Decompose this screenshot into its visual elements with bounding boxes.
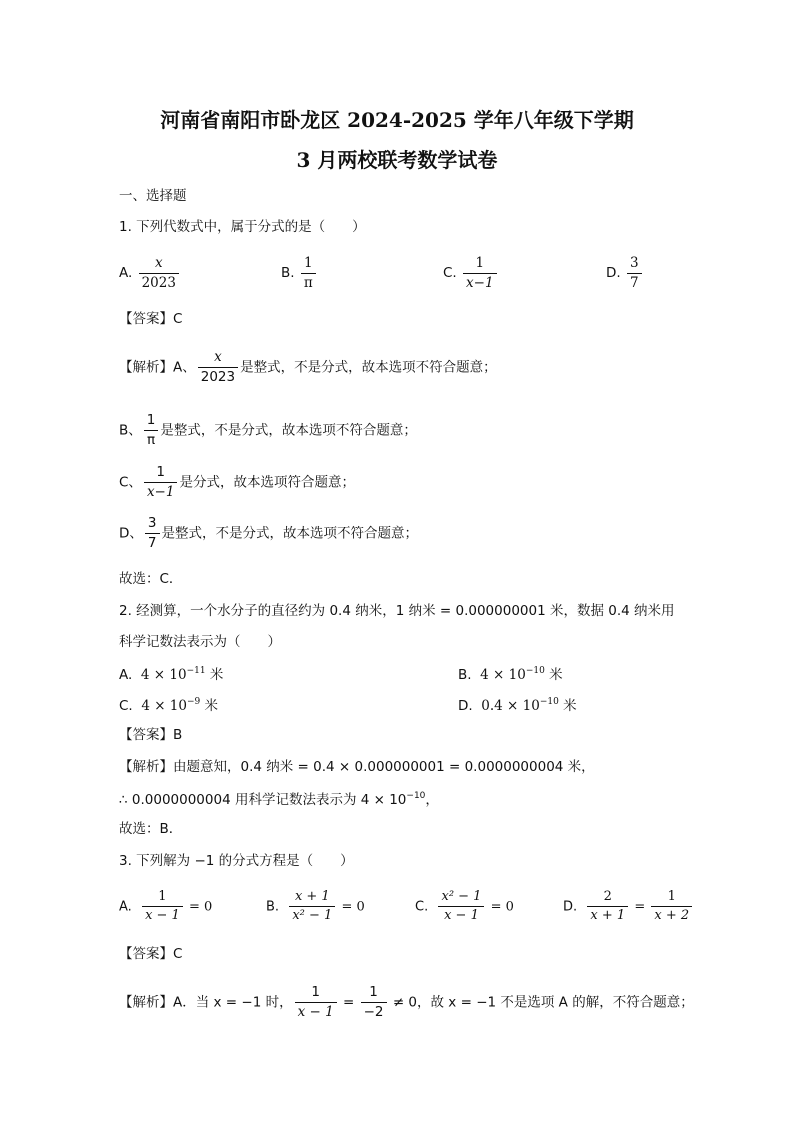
fraction: $\frac{1}{\pi}$ [301,256,316,291]
q1-conclusion: 故选：C． [119,571,183,587]
fraction: $\frac{x}{2023}$ [198,350,238,385]
page-title-line1: 河南省南阳市卧龙区 2024-2025 学年八年级下学期 [160,108,634,132]
q2-option-c: C. $4 \times 10^{-9}$ 米 [119,697,219,714]
fraction: $\frac{x}{2023}$ [139,256,179,291]
q2-option-a: A. $4 \times 10^{-11}$ 米 [119,666,224,683]
fraction: $\frac{3}{7}$ [627,256,642,291]
fraction: $\frac{1}{x-1}$ [144,465,178,500]
q2-conclusion: 故选：B． [119,821,183,837]
q2-stem-line1: 2. 经测算，一个水分子的直径约为 0.4 纳米，1 纳米 = 0.000000001 米，数据 0.4 纳米用 [119,603,675,619]
q3-option-d: D. $\frac{2}{x + 1}$ = $\frac{1}{x + 2}$ [563,890,694,924]
fraction: $\frac{\text{x² − 1}}{x - 1}$ [438,890,484,924]
q1-stem: 1. 下列代数式中，属于分式的是（ ） [119,219,366,235]
q1-option-b: B. $\frac{1}{\pi}$ [281,256,318,291]
q3-stem: 3. 下列解为 −1 的分式方程是（ ） [119,853,354,869]
fraction: $\frac{1}{x-1}$ [463,256,497,291]
q3-analysis-a: 【解析】A．当 x = −1 时， $\frac{1}{x - 1}$ = $\frac{1}{-2}$ ≠ 0，故 x = −1 不是选项 A 的解，不符合题意； [119,984,694,1020]
q1-analysis-a: 【解析】A、 $\frac{x}{2023}$ 是整式，不是分式，故本选项不符合题意； [119,349,497,385]
fraction: $\frac{2}{x + 1}$ [587,890,628,924]
q1-option-d: D. $\frac{3}{7}$ [606,256,644,291]
q1-answer: 【答案】C [119,311,183,327]
fraction: $\frac{1}{x - 1}$ [142,890,183,924]
q2-option-b: B. $4 \times 10^{-10}$ 米 [458,666,563,683]
fraction: $\frac{1}{-2}$ [361,985,387,1020]
fraction: $\frac{3}{7}$ [145,516,160,551]
q1-analysis-c: C、 $\frac{1}{x-1}$ 是分式，故本选项符合题意； [119,464,355,500]
q1-analysis-b: B、 $\frac{1}{\pi}$ 是整式，不是分式，故本选项不符合题意； [119,412,417,448]
q2-answer: 【答案】B [119,727,183,743]
q3-option-c: C. $\frac{\text{x² − 1}}{x - 1}$ = 0 [415,889,514,924]
fraction: $\frac{1}{\pi}$ [144,413,159,448]
q2-option-d: D. $0.4 \times 10^{-10}$ 米 [458,697,577,714]
fraction: $\frac{1}{x + 2}$ [651,890,692,924]
fraction: $\frac{1}{x - 1}$ [295,985,337,1020]
fraction: $\frac{x + 1}{\text{x² − 1}}$ [289,890,335,924]
q2-analysis-line1: 【解析】由题意知，0.4 纳米 = 0.4 × 0.000000001 = 0.0000000004 米， [119,759,595,775]
q2-analysis-line2: ∴ 0.0000000004 用科学记数法表示为 $4 \times 10^{-10}$， [119,791,439,808]
q3-option-b: B. $\frac{x + 1}{\text{x² − 1}}$ = 0 [266,889,365,924]
section-heading: 一、选择题 [119,188,187,204]
page-title-line2: 3 月两校联考数学试卷 [296,148,498,172]
q1-option-c: C. $\frac{1}{x-1}$ [443,256,499,291]
q3-option-a: A. $\frac{1}{x - 1}$ = 0 [119,889,213,924]
q1-analysis-d: D、 $\frac{3}{7}$ 是整式，不是分式，故本选项不符合题意； [119,515,418,551]
q1-option-a: A. $\frac{x}{2023}$ [119,256,181,291]
q2-stem-line2: 科学记数法表示为（ ） [119,634,281,650]
q3-answer: 【答案】C [119,946,183,962]
